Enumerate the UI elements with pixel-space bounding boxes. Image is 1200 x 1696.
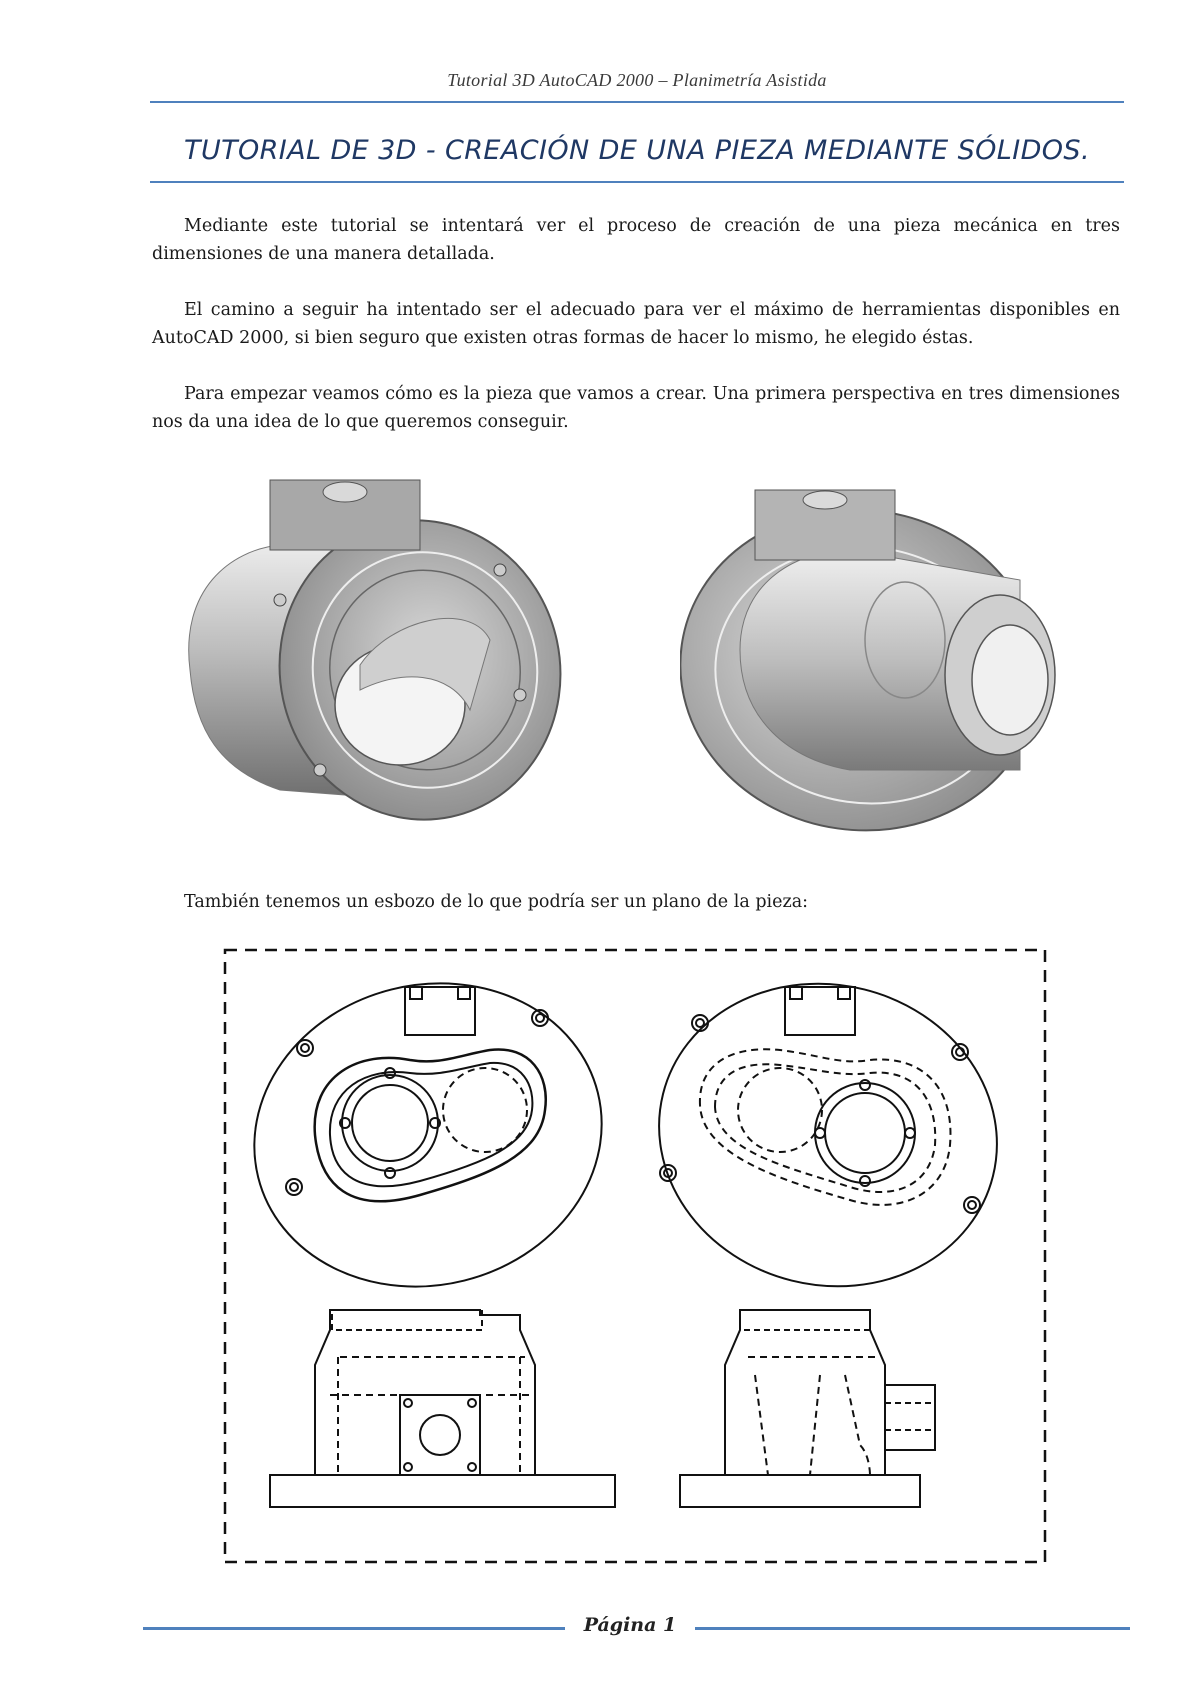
document-title: TUTORIAL DE 3D - CREACIÓN DE UNA PIEZA MEDIANTE SÓLIDOS.: [184, 135, 1090, 166]
part-3d-render-back: [680, 470, 1100, 850]
side-view-left: [270, 1310, 615, 1507]
page-number: Página 1: [583, 1614, 677, 1636]
header-divider: [150, 101, 1124, 103]
paragraph-approach: El camino a seguir ha intentado ser el adecuado para ver el máximo de herramientas disponibles en AutoCAD 2000, si bien seguro que existen otras formas de hacer lo mismo, he elegido éstas.: [152, 300, 1120, 348]
paragraph-intro: Mediante este tutorial se intentará ver el proceso de creación de una pieza mecánica en tres dimensiones de una manera detallada.: [152, 216, 1120, 264]
part-3d-render-front: [170, 470, 570, 850]
paragraph-perspective: Para empezar veamos cómo es la pieza que vamos a crear. Una primera perspectiva en tres dimensiones nos da una idea de lo que queremos conseguir.: [152, 384, 1120, 432]
running-header: Tutorial 3D AutoCAD 2000 – Planimetría Asistida: [447, 70, 827, 90]
footer-divider-left: [143, 1627, 565, 1630]
back-view: [627, 948, 1029, 1321]
side-view-right: [680, 1310, 935, 1507]
title-divider: [150, 181, 1124, 183]
technical-drawing-plan: [220, 945, 1050, 1575]
footer-divider-right: [695, 1627, 1130, 1630]
front-view: [222, 947, 634, 1323]
paragraph-sketch-intro: También tenemos un esbozo de lo que podría ser un plano de la pieza:: [184, 892, 809, 912]
